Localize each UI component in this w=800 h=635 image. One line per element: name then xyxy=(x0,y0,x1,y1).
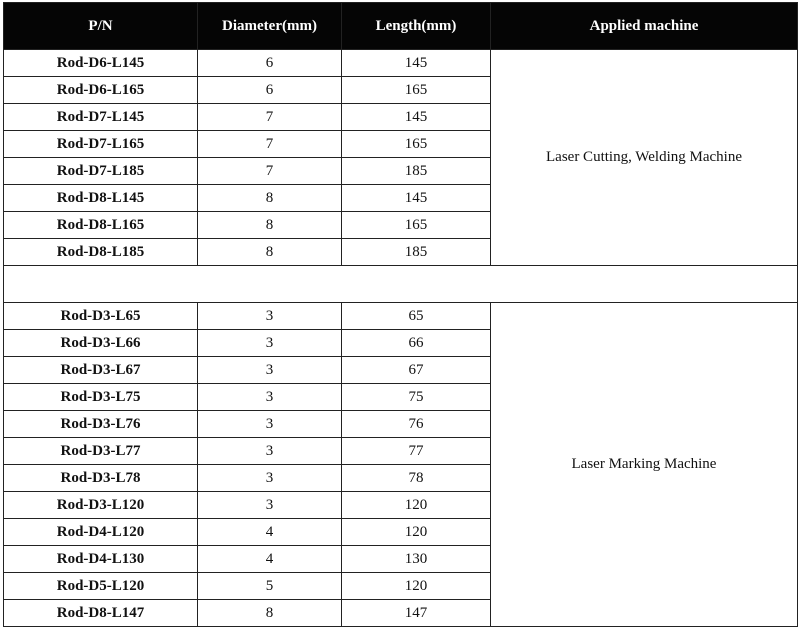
length-cell: 77 xyxy=(342,438,491,465)
length-cell: 185 xyxy=(342,239,491,266)
pn-cell: Rod-D7-L145 xyxy=(4,104,198,131)
length-cell: 165 xyxy=(342,131,491,158)
spec-table xyxy=(3,2,798,627)
length-cell: 145 xyxy=(342,185,491,212)
length-cell: 65 xyxy=(342,303,491,330)
diameter-cell: 6 xyxy=(198,50,342,77)
diameter-cell: 3 xyxy=(198,492,342,519)
length-cell: 120 xyxy=(342,492,491,519)
diameter-cell: 6 xyxy=(198,77,342,104)
diameter-cell: 8 xyxy=(198,212,342,239)
diameter-cell: 3 xyxy=(198,384,342,411)
length-cell: 78 xyxy=(342,465,491,492)
diameter-cell: 5 xyxy=(198,573,342,600)
pn-cell: Rod-D3-L67 xyxy=(4,357,198,384)
applied-machine-cell: Laser Cutting, Welding Machine xyxy=(491,50,798,266)
diameter-cell: 4 xyxy=(198,546,342,573)
table-row xyxy=(4,50,798,77)
table-row xyxy=(4,303,798,330)
header-row xyxy=(4,3,798,50)
header-pn: P/N xyxy=(4,3,198,50)
diameter-cell: 3 xyxy=(198,330,342,357)
spacer-cell xyxy=(4,266,798,303)
diameter-cell: 3 xyxy=(198,438,342,465)
length-cell: 147 xyxy=(342,600,491,627)
table-body xyxy=(4,50,798,627)
length-cell: 120 xyxy=(342,519,491,546)
pn-cell: Rod-D6-L145 xyxy=(4,50,198,77)
pn-cell: Rod-D5-L120 xyxy=(4,573,198,600)
length-cell: 185 xyxy=(342,158,491,185)
length-cell: 165 xyxy=(342,212,491,239)
applied-machine-cell: Laser Marking Machine xyxy=(491,303,798,627)
diameter-cell: 3 xyxy=(198,357,342,384)
length-cell: 145 xyxy=(342,50,491,77)
length-cell: 76 xyxy=(342,411,491,438)
diameter-cell: 4 xyxy=(198,519,342,546)
diameter-cell: 7 xyxy=(198,158,342,185)
length-cell: 120 xyxy=(342,573,491,600)
diameter-cell: 3 xyxy=(198,465,342,492)
diameter-cell: 7 xyxy=(198,104,342,131)
pn-cell: Rod-D3-L65 xyxy=(4,303,198,330)
pn-cell: Rod-D7-L165 xyxy=(4,131,198,158)
pn-cell: Rod-D3-L66 xyxy=(4,330,198,357)
pn-cell: Rod-D3-L120 xyxy=(4,492,198,519)
pn-cell: Rod-D6-L165 xyxy=(4,77,198,104)
pn-cell: Rod-D7-L185 xyxy=(4,158,198,185)
pn-cell: Rod-D3-L77 xyxy=(4,438,198,465)
pn-cell: Rod-D4-L120 xyxy=(4,519,198,546)
diameter-cell: 3 xyxy=(198,303,342,330)
length-cell: 75 xyxy=(342,384,491,411)
length-cell: 130 xyxy=(342,546,491,573)
pn-cell: Rod-D3-L75 xyxy=(4,384,198,411)
diameter-cell: 8 xyxy=(198,185,342,212)
length-cell: 66 xyxy=(342,330,491,357)
diameter-cell: 3 xyxy=(198,411,342,438)
diameter-cell: 7 xyxy=(198,131,342,158)
header-length: Length(mm) xyxy=(342,3,491,50)
diameter-cell: 8 xyxy=(198,239,342,266)
pn-cell: Rod-D8-L165 xyxy=(4,212,198,239)
diameter-cell: 8 xyxy=(198,600,342,627)
pn-cell: Rod-D3-L78 xyxy=(4,465,198,492)
header-diameter: Diameter(mm) xyxy=(198,3,342,50)
pn-cell: Rod-D8-L185 xyxy=(4,239,198,266)
pn-cell: Rod-D3-L76 xyxy=(4,411,198,438)
pn-cell: Rod-D8-L147 xyxy=(4,600,198,627)
header-applied-machine: Applied machine xyxy=(491,3,798,50)
pn-cell: Rod-D8-L145 xyxy=(4,185,198,212)
length-cell: 145 xyxy=(342,104,491,131)
length-cell: 165 xyxy=(342,77,491,104)
length-cell: 67 xyxy=(342,357,491,384)
pn-cell: Rod-D4-L130 xyxy=(4,546,198,573)
group-spacer-row xyxy=(4,266,798,303)
